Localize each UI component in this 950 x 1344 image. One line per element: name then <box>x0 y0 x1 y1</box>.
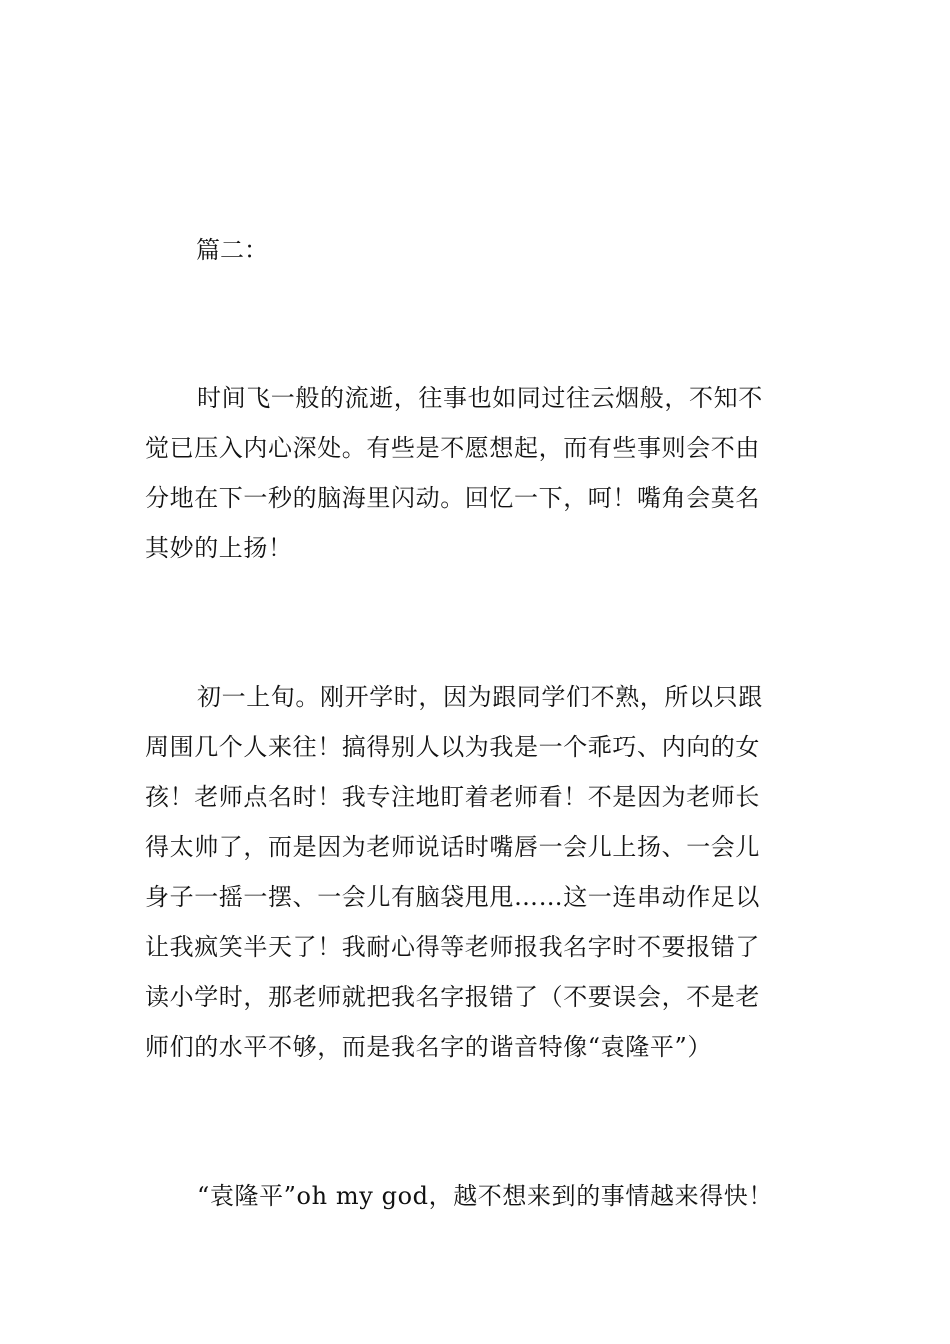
paragraph-line: 孩！老师点名时！我专注地盯着老师看！不是因为老师长 <box>145 783 760 811</box>
paragraph-line: 周围几个人来往！搞得别人以为我是一个乖巧、内向的女 <box>145 733 760 761</box>
paragraph-line: 分地在下一秒的脑海里闪动。回忆一下，呵！嘴角会莫名 <box>145 484 760 512</box>
paragraph-line: 得太帅了，而是因为老师说话时嘴唇一会儿上扬、一会儿 <box>145 833 760 861</box>
paragraph-2 <box>145 672 805 1072</box>
paragraph-line: 身子一摇一摆、一会儿有脑袋甩甩……这一连串动作足以 <box>145 883 760 911</box>
paragraph-3 <box>145 1171 805 1221</box>
paragraph-line: 让我疯笑半天了！我耐心得等老师报我名字时不要报错了 <box>145 933 760 961</box>
paragraph-line: “袁隆平”oh my god，越不想来到的事情越来得快！ <box>197 1182 773 1210</box>
paragraph-line: 觉已压入内心深处。有些是不愿想起，而有些事则会不由 <box>145 434 760 462</box>
section-heading: 篇二： <box>196 236 268 264</box>
paragraph-line: 初一上旬。刚开学时，因为跟同学们不熟，所以只跟 <box>197 683 763 711</box>
paragraph-line: 读小学时，那老师就把我名字报错了（不要误会，不是老 <box>145 983 760 1011</box>
paragraph-1 <box>145 373 805 573</box>
paragraph-line: 其妙的上扬！ <box>145 534 293 562</box>
paragraph-line: 时间飞一般的流逝，往事也如同过往云烟般，不知不 <box>197 384 763 412</box>
paragraph-line: 师们的水平不够，而是我名字的谐音特像“袁隆平”） <box>145 1033 712 1061</box>
